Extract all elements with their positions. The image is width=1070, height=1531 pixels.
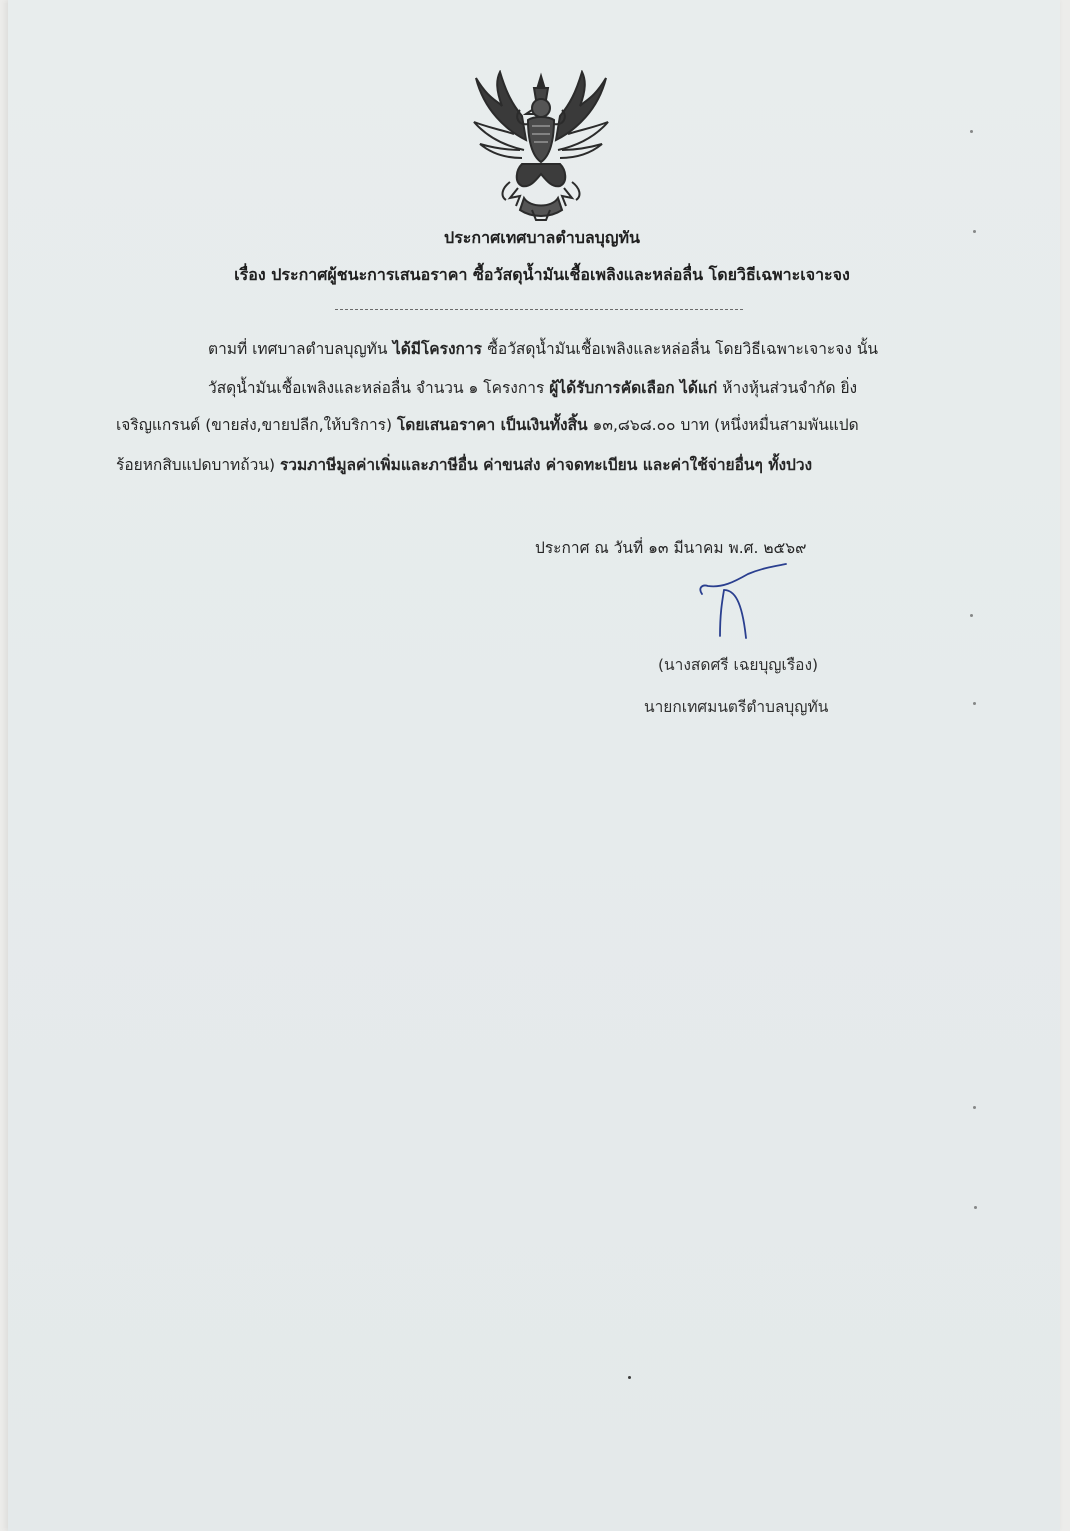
- document-org-title: ประกาศเทศบาลตำบลบุญทัน: [444, 228, 640, 247]
- document-page: [8, 0, 1060, 1531]
- body-text: เจริญแกรนด์ (ขายส่ง,ขายปลีก,ให้บริการ): [116, 416, 397, 434]
- body-text-bold: ผู้ได้รับการคัดเลือก ได้แก่: [549, 379, 718, 397]
- separator-line: [335, 309, 743, 310]
- scan-speck: [974, 1206, 977, 1209]
- announcement-date: ประกาศ ณ วันที่ ๑๓ มีนาคม พ.ศ. ๒๕๖๙: [535, 539, 807, 557]
- document-subject: เรื่อง ประกาศผู้ชนะการเสนอราคา ซื้อวัสดุน้ำมันเชื้อเพลิงและหล่อลื่น โดยวิธีเฉพาะเจาะจง: [234, 265, 850, 284]
- body-line-3: [116, 415, 859, 435]
- body-text: ตามที่ เทศบาลตำบลบุญทัน: [208, 340, 388, 358]
- body-text: ๑๓,๘๖๘.๐๐ บาท (หนึ่งหมื่นสามพันแปด: [587, 416, 859, 434]
- signer-name: (นางสดศรี เฉยบุญเรือง): [658, 656, 819, 674]
- signer-position: นายกเทศมนตรีตำบลบุญทัน: [644, 698, 829, 716]
- body-text: ห้างหุ้นส่วนจำกัด ยิ่ง: [717, 379, 858, 397]
- body-text: ซื้อวัสดุน้ำมันเชื้อเพลิงและหล่อลื่น โดยวิธีเฉพาะเจาะจง นั้น: [487, 340, 879, 358]
- body-text-bold: ได้มีโครงการ: [387, 340, 488, 358]
- scan-speck: [628, 1376, 631, 1379]
- scan-speck: [970, 130, 973, 133]
- body-text: ร้อยหกสิบแปดบาทถ้วน): [116, 456, 280, 474]
- body-line-2: [208, 378, 857, 398]
- body-line-4: [116, 455, 812, 475]
- body-text-bold: โดยเสนอราคา เป็นเงินทั้งสิ้น: [396, 416, 588, 434]
- body-line-1: [208, 339, 878, 359]
- scan-speck: [973, 230, 976, 233]
- handwritten-signature-icon: [692, 560, 792, 642]
- scan-speck: [973, 702, 976, 705]
- garuda-emblem-icon: [466, 70, 616, 222]
- scan-speck: [973, 1106, 976, 1109]
- scan-speck: [970, 614, 973, 617]
- body-text: วัสดุน้ำมันเชื้อเพลิงและหล่อลื่น จำนวน ๑ โครงการ: [208, 379, 550, 397]
- body-text-bold: รวมภาษีมูลค่าเพิ่มและภาษีอื่น ค่าขนส่ง ค่าจดทะเบียน และค่าใช้จ่ายอื่นๆ ทั้งปวง: [279, 456, 813, 474]
